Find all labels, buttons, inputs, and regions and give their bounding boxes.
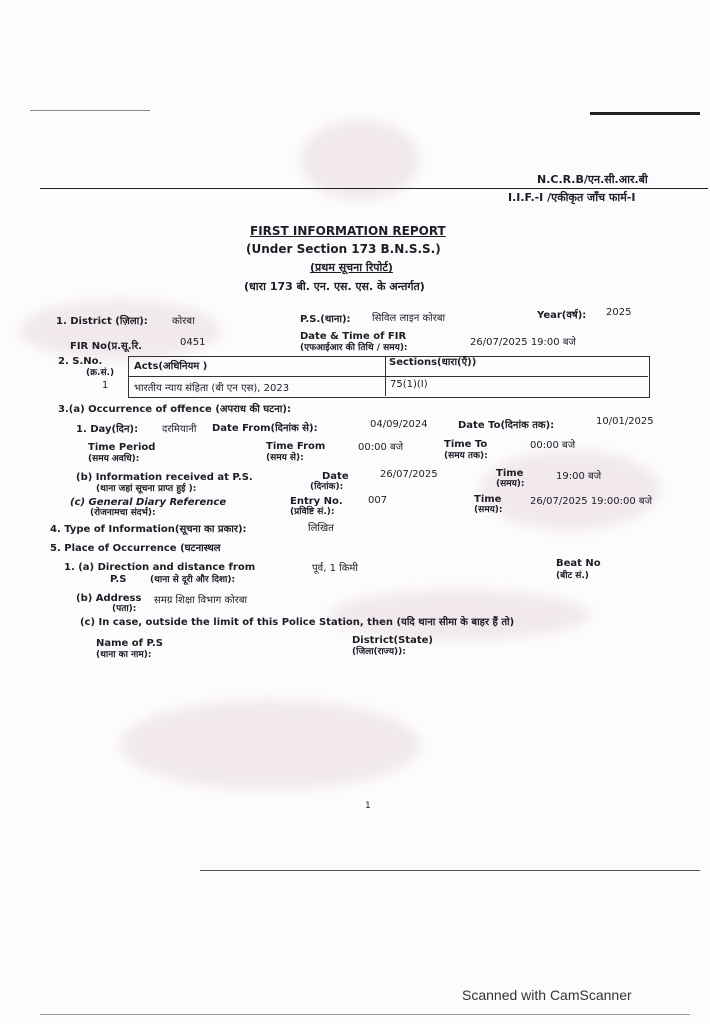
camscanner-watermark: Scanned with CamScanner [462, 987, 632, 1003]
gd-time-label-hindi: (समय): [474, 505, 503, 515]
time-to-label: Time To [444, 439, 488, 450]
info-time-value: 19:00 बजे [556, 471, 602, 482]
info-received-label-hindi: (थाना जहां सूचना प्राप्त हुई ): [96, 484, 197, 494]
time-from-value: 00:00 बजे [358, 442, 404, 453]
direction-label: 1. (a) Direction and distance from [64, 562, 256, 573]
scan-smudge [480, 450, 660, 530]
info-date-label: Date [322, 471, 349, 482]
header-rule [40, 188, 708, 189]
report-title-hindi: (प्रथम सूचना रिपोर्ट) [310, 261, 393, 274]
entry-no-value: 007 [368, 495, 388, 506]
fir-datetime-value: 26/07/2025 19:00 बजे [470, 337, 576, 348]
occurrence-heading: 3.(a) Occurrence of offence (अपराध की घटना): [58, 404, 291, 415]
info-time-label: Time [496, 468, 524, 479]
direction-label-ps: P.S [110, 574, 127, 585]
sno-label-hindi: (क्र.सं.) [86, 368, 115, 378]
ncrb-label: N.C.R.B/एन.सी.आर.बी [537, 173, 648, 186]
report-subtitle: (Under Section 173 B.N.S.S.) [246, 242, 441, 256]
iif-label: I.I.F.-I /एकीकृत जाँच फार्म-I [508, 191, 636, 204]
acts-table-row-divider [128, 376, 648, 377]
top-scan-line [590, 112, 700, 115]
date-to-value: 10/01/2025 [596, 416, 654, 427]
beat-no-label-hindi: (बीट सं.) [556, 571, 589, 581]
gd-time-value: 26/07/2025 19:00:00 बजे [530, 496, 653, 507]
report-title: FIRST INFORMATION REPORT [250, 224, 446, 238]
report-section-hindi: (धारा 173 बी. एन. एस. एस. के अन्तर्गत) [244, 280, 425, 293]
acts-column-header: Acts(अधिनियम ) [134, 361, 208, 372]
date-from-value: 04/09/2024 [370, 419, 428, 430]
beat-no-label: Beat No [556, 558, 601, 569]
year-value: 2025 [606, 307, 632, 318]
fir-datetime-label-hindi: (एफआईआर की तिथि / समय): [300, 343, 408, 353]
type-info-label: 4. Type of Information(सूचना का प्रकार): [50, 524, 247, 535]
info-date-label-hindi: (दिनांक): [310, 482, 344, 492]
info-time-label-hindi: (समय): [496, 479, 525, 489]
year-label: Year(वर्ष): [537, 310, 587, 321]
time-period-label: Time Period [88, 442, 156, 453]
sections-column-header: Sections(धारा(एँ)) [389, 357, 477, 368]
gd-label-hindi: (रोजनामचा संदर्भ): [90, 508, 156, 518]
entry-no-label: Entry No. [290, 496, 343, 507]
acts-row-section: 75(1)(I) [390, 379, 428, 390]
address-value: समग्र शिक्षा विभाग कोरबा [154, 595, 248, 606]
district-state-label: District(State) [352, 635, 433, 646]
info-date-value: 26/07/2025 [380, 469, 438, 480]
date-from-label: Date From(दिनांक से): [212, 423, 318, 434]
fir-datetime-label: Date & Time of FIR [300, 331, 407, 342]
direction-label-hindi: (थाना से दूरी और दिशा): [150, 575, 236, 585]
time-from-label-hindi: (समय से): [266, 453, 304, 463]
outside-limit-label: (c) In case, outside the limit of this Police Station, then (यदि थाना सीमा के बाहर हैं तो) [80, 617, 515, 628]
top-scan-line [30, 110, 150, 111]
acts-row-sno: 1 [102, 380, 109, 391]
ps-label: P.S.(थाना): [300, 314, 351, 325]
fir-no-value: 0451 [180, 337, 206, 348]
acts-row-act: भारतीय न्याय संहिता (बी एन एस), 2023 [134, 383, 290, 394]
sno-label: 2. S.No. [58, 356, 103, 367]
place-heading: 5. Place of Occurrence (घटनास्थल [50, 543, 221, 554]
name-ps-label-hindi: (थाना का नाम): [96, 650, 152, 660]
district-label: 1. District (ज़िला): [56, 316, 148, 327]
direction-value: पूर्व, 1 किमी [312, 563, 358, 574]
time-to-label-hindi: (समय तक): [444, 451, 488, 461]
gd-time-label: Time [474, 494, 502, 505]
day-label: 1. Day(दिन): [76, 424, 139, 435]
ps-value: सिविल लाइन कोरबा [372, 313, 446, 324]
address-label-hindi: (पता): [112, 604, 137, 614]
fir-no-label: FIR No(प्र.सू.रि. [70, 341, 143, 352]
time-period-label-hindi: (समय अवधि): [88, 454, 140, 464]
entry-no-label-hindi: (प्रविष्टि सं.): [290, 507, 335, 517]
district-value: कोरबा [172, 316, 195, 327]
info-received-label: (b) Information received at P.S. [76, 472, 253, 483]
bottom-scan-line [40, 1014, 690, 1015]
gd-label: (c) General Diary Reference [70, 497, 227, 508]
name-ps-label: Name of P.S [96, 638, 163, 649]
bottom-scan-line [200, 870, 700, 871]
day-value: दरमियानी [162, 424, 197, 435]
time-from-label: Time From [266, 441, 326, 452]
scan-smudge [120, 700, 420, 790]
type-info-value: लिखित [308, 523, 334, 534]
address-label: (b) Address [76, 593, 142, 604]
page-number: 1 [365, 801, 371, 811]
date-to-label: Date To(दिनांक तक): [458, 420, 555, 431]
district-state-label-hindi: (जिला(राज्य)): [352, 647, 406, 657]
time-to-value: 00:00 बजे [530, 440, 576, 451]
